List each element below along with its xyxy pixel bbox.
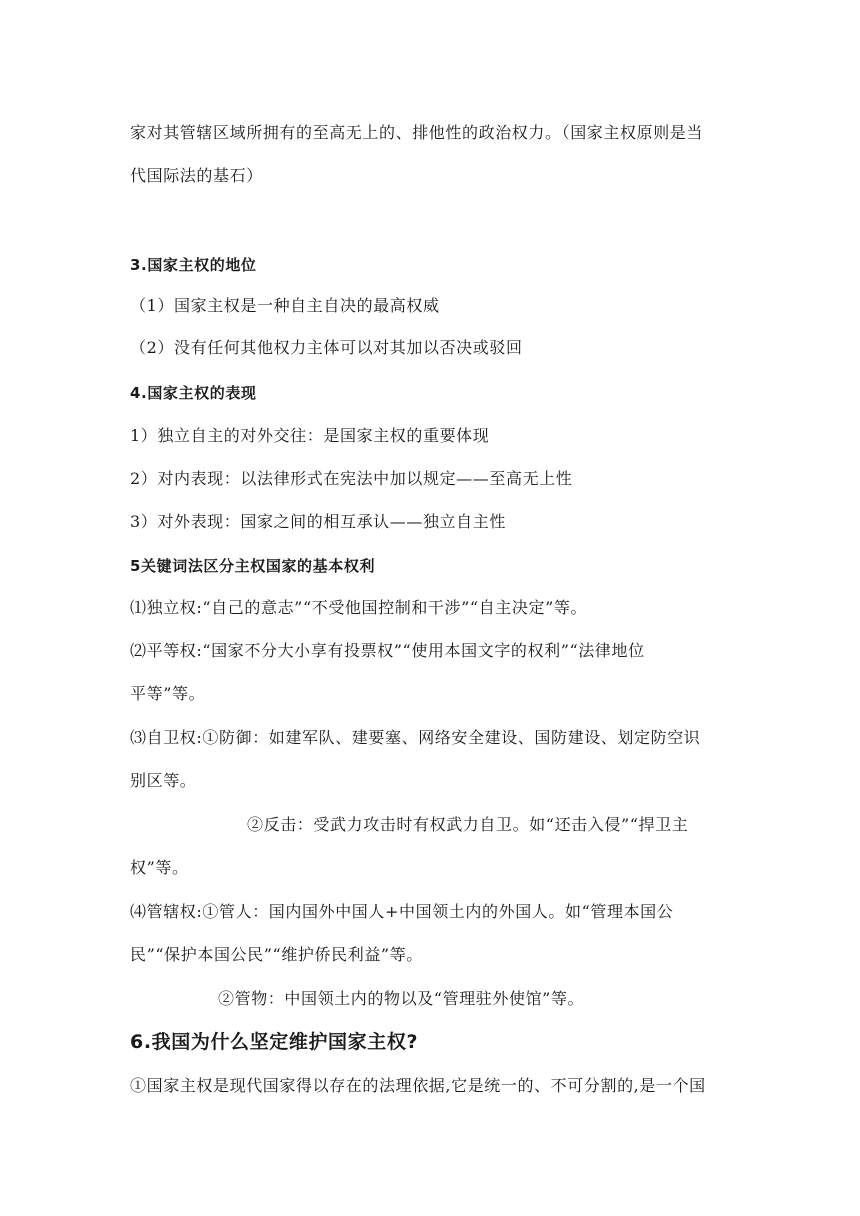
self-defense-line-3: ②反击：受武力攻击时有权武力自卫。如“还击入侵”“捍卫主 — [247, 815, 689, 834]
section-3-heading: 3.国家主权的地位 — [130, 256, 257, 274]
self-defense-line-4: 权”等。 — [130, 858, 189, 877]
equality-right-line-1: ⑵平等权:“国家不分大小享有投票权”“使用本国文字的权利”“法律地位 — [130, 641, 645, 660]
equality-right-line-2: 平等”等。 — [130, 684, 206, 703]
intro-line-1: 家对其管辖区域所拥有的至高无上的、排他性的政治权力。（国家主权原则是当 — [130, 123, 704, 142]
section-3-item-2: （2）没有任何其他权力主体可以对其加以否决或驳回 — [130, 338, 523, 357]
section-6-line-1: ①国家主权是现代国家得以存在的法理依据,它是统一的、不可分割的,是一个国 — [130, 1076, 706, 1095]
section-6-heading: 6.我国为什么坚定维护国家主权? — [130, 1031, 419, 1053]
section-3-item-1: （1）国家主权是一种自主自决的最高权威 — [130, 296, 440, 315]
section-4-heading: 4.国家主权的表现 — [130, 384, 257, 402]
self-defense-line-1: ⑶自卫权:①防御：如建军队、建要塞、网络安全建设、国防建设、划定防空识 — [130, 728, 701, 747]
intro-line-2: 代国际法的基石） — [130, 166, 263, 185]
jurisdiction-line-3: ②管物：中国领土内的物以及“管理驻外使馆”等。 — [218, 989, 585, 1008]
section-4-item-3: 3）对外表现：国家之间的相互承认——独立自主性 — [130, 512, 506, 531]
section-4-item-1: 1）独立自主的对外交往：是国家主权的重要体现 — [130, 426, 490, 445]
independence-right: ⑴独立权:“自己的意志”“不受他国控制和干涉”“自主决定”等。 — [130, 598, 588, 617]
self-defense-line-2: 别区等。 — [130, 771, 197, 790]
jurisdiction-line-2: 民”“保护本国公民”“维护侨民利益”等。 — [130, 945, 423, 964]
section-5-heading: 5关键词法区分主权国家的基本权利 — [130, 557, 376, 575]
jurisdiction-line-1: ⑷管辖权:①管人：国内国外中国人+中国领土内的外国人。如“管理本国公 — [130, 902, 674, 921]
section-4-item-2: 2）对内表现：以法律形式在宪法中加以规定——至高无上性 — [130, 469, 573, 488]
